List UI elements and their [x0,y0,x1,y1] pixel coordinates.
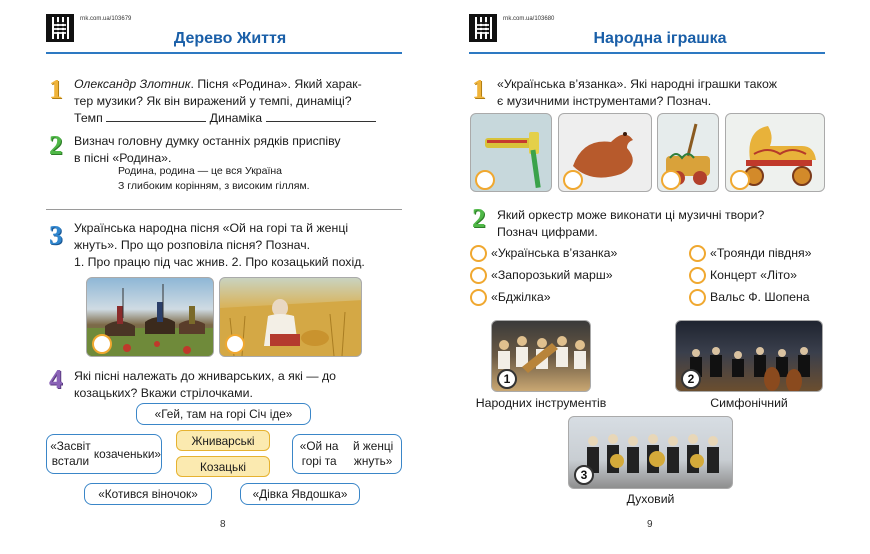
title-underline [46,52,402,54]
qr-url: rnk.com.ua/103680 [503,16,555,22]
category-harvest[interactable]: Жниварські [176,430,270,451]
answer-circle-toy-4[interactable] [730,170,750,190]
right-page [435,0,870,554]
answer-circle-toy-3[interactable] [661,170,681,190]
tempo-label: Темп [74,111,103,125]
task3-line2: жнуть». Про що розповіла пісня? Познач. [74,238,311,252]
piece-label: «Запорозький марш» [491,268,613,282]
task1-line1: «Українська в’язанка». Які народні іграшки також [497,77,777,91]
task4-line1: Які пісні належать до жниварських, а які — до [74,369,336,383]
tempo-answer-line[interactable] [106,110,206,122]
task-number-2: 2 [49,130,63,160]
task-number-1: 1 [49,74,63,104]
section-divider [46,209,402,210]
orchestra-number-3: 3 [574,465,594,485]
task1-text [497,76,825,110]
toy-whistle-photo [558,113,652,192]
title-underline [469,52,825,54]
piece-label: «Троянди півдня» [710,246,812,260]
folk-orchestra-photo [491,320,591,392]
task3-line3: 1. Про працю під час жнив. 2. Про козацький похід. [74,255,365,269]
task-number-1: 1 [472,74,486,104]
harvest-photo [219,277,362,357]
task2-text [497,207,825,241]
task2-line1: Який оркестр може виконати ці музичні твори? [497,208,765,222]
task-number-2: 2 [472,203,486,233]
dynamics-label: Динаміка [209,111,263,125]
piece-label: Концерт «Літо» [710,268,797,282]
piece-label: «Бджілка» [491,290,551,304]
song-card-line: «Ой на горі та [299,439,339,468]
cossack-march-photo [86,277,214,357]
task2-text [74,133,401,167]
page-number: 9 [647,519,653,530]
task1-line2: є музичними інструментами? Познач. [497,94,712,108]
page-number: 8 [220,519,226,530]
page-title: Народна іграшка [593,30,727,47]
song-card-line: й женці жнуть» [353,439,394,468]
song-card-zasvit-vstaly[interactable] [46,434,162,474]
brass-band-photo [568,416,733,489]
brass-musicians-illustration [569,417,733,489]
song-card-gei-tam-na-gori[interactable]: «Гей, там на горі Січ іде» [136,403,311,425]
answer-circle-piece-3[interactable] [470,289,487,306]
dynamics-answer-line[interactable] [266,110,376,122]
answer-circle-toy-2[interactable] [563,170,583,190]
task1-author: Олександр Злотник [74,77,191,91]
toy-lyre-photo [657,113,719,192]
task3-line1: Українська народна пісня «Ой на горі та й женці [74,221,349,235]
task1-line2: тер музики? Як він виражений у темпі, динаміці? [74,94,352,108]
answer-circle-piece-1[interactable] [470,245,487,262]
orchestra-label-brass: Духовий [626,492,675,506]
task3-text [74,220,401,271]
answer-circle-piece-4[interactable] [689,245,706,262]
answer-circle-piece-2[interactable] [470,267,487,284]
orchestra-number-1: 1 [497,369,517,389]
answer-circle-harvest[interactable] [225,334,245,354]
answer-circle-piece-5[interactable] [689,267,706,284]
answer-circle-cossack[interactable] [92,334,112,354]
category-cossack[interactable]: Козацькі [176,456,270,477]
song-card-oi-na-gori[interactable] [292,434,402,474]
task1-line1: . Пісня «Родина». Який харак- [190,77,362,91]
quote-line2: З глибоким корінням, з високим гіллям. [118,180,310,192]
quote-line1: Родина, родина — це вся Україна [118,165,283,177]
task4-text [74,368,401,402]
task1-text [74,76,401,110]
toy-horse-photo [725,113,825,192]
task4-line2: козацьких? Вкажи стрілочками. [74,386,253,400]
task-number-4: 4 [49,364,63,394]
task-number-3: 3 [49,220,63,250]
orchestra-label-symphony: Симфонічний [710,396,788,410]
task2-line1: Визнач головну думку останніх рядків приспіву [74,134,341,148]
page-title: Дерево Життя [173,30,287,47]
song-card-line: козаченьки» [93,446,161,461]
song-card-kotyvsia-vinochok[interactable]: «Котився віночок» [84,483,212,505]
piece-label: Вальс Ф. Шопена [710,290,810,304]
task2-line2: Познач цифрами. [497,225,598,239]
answer-circle-piece-6[interactable] [689,289,706,306]
toy-rattle-photo [470,113,552,192]
song-card-line: «Засвіт встали [50,439,91,468]
answer-circle-toy-1[interactable] [475,170,495,190]
task2-line2: в пісні «Родина». [74,151,172,165]
piece-label: «Українська в’язанка» [491,246,618,260]
song-quote [118,164,398,194]
qr-url: rnk.com.ua/103679 [80,16,132,22]
orchestra-number-2: 2 [681,369,701,389]
orchestra-label-folk: Народних інструментів [475,396,607,410]
task1-answer-row [74,110,401,127]
song-card-divka-yavdoshka[interactable]: «Дівка Явдошка» [240,483,360,505]
symphony-orchestra-photo [675,320,823,392]
qr-code-icon [469,14,497,42]
